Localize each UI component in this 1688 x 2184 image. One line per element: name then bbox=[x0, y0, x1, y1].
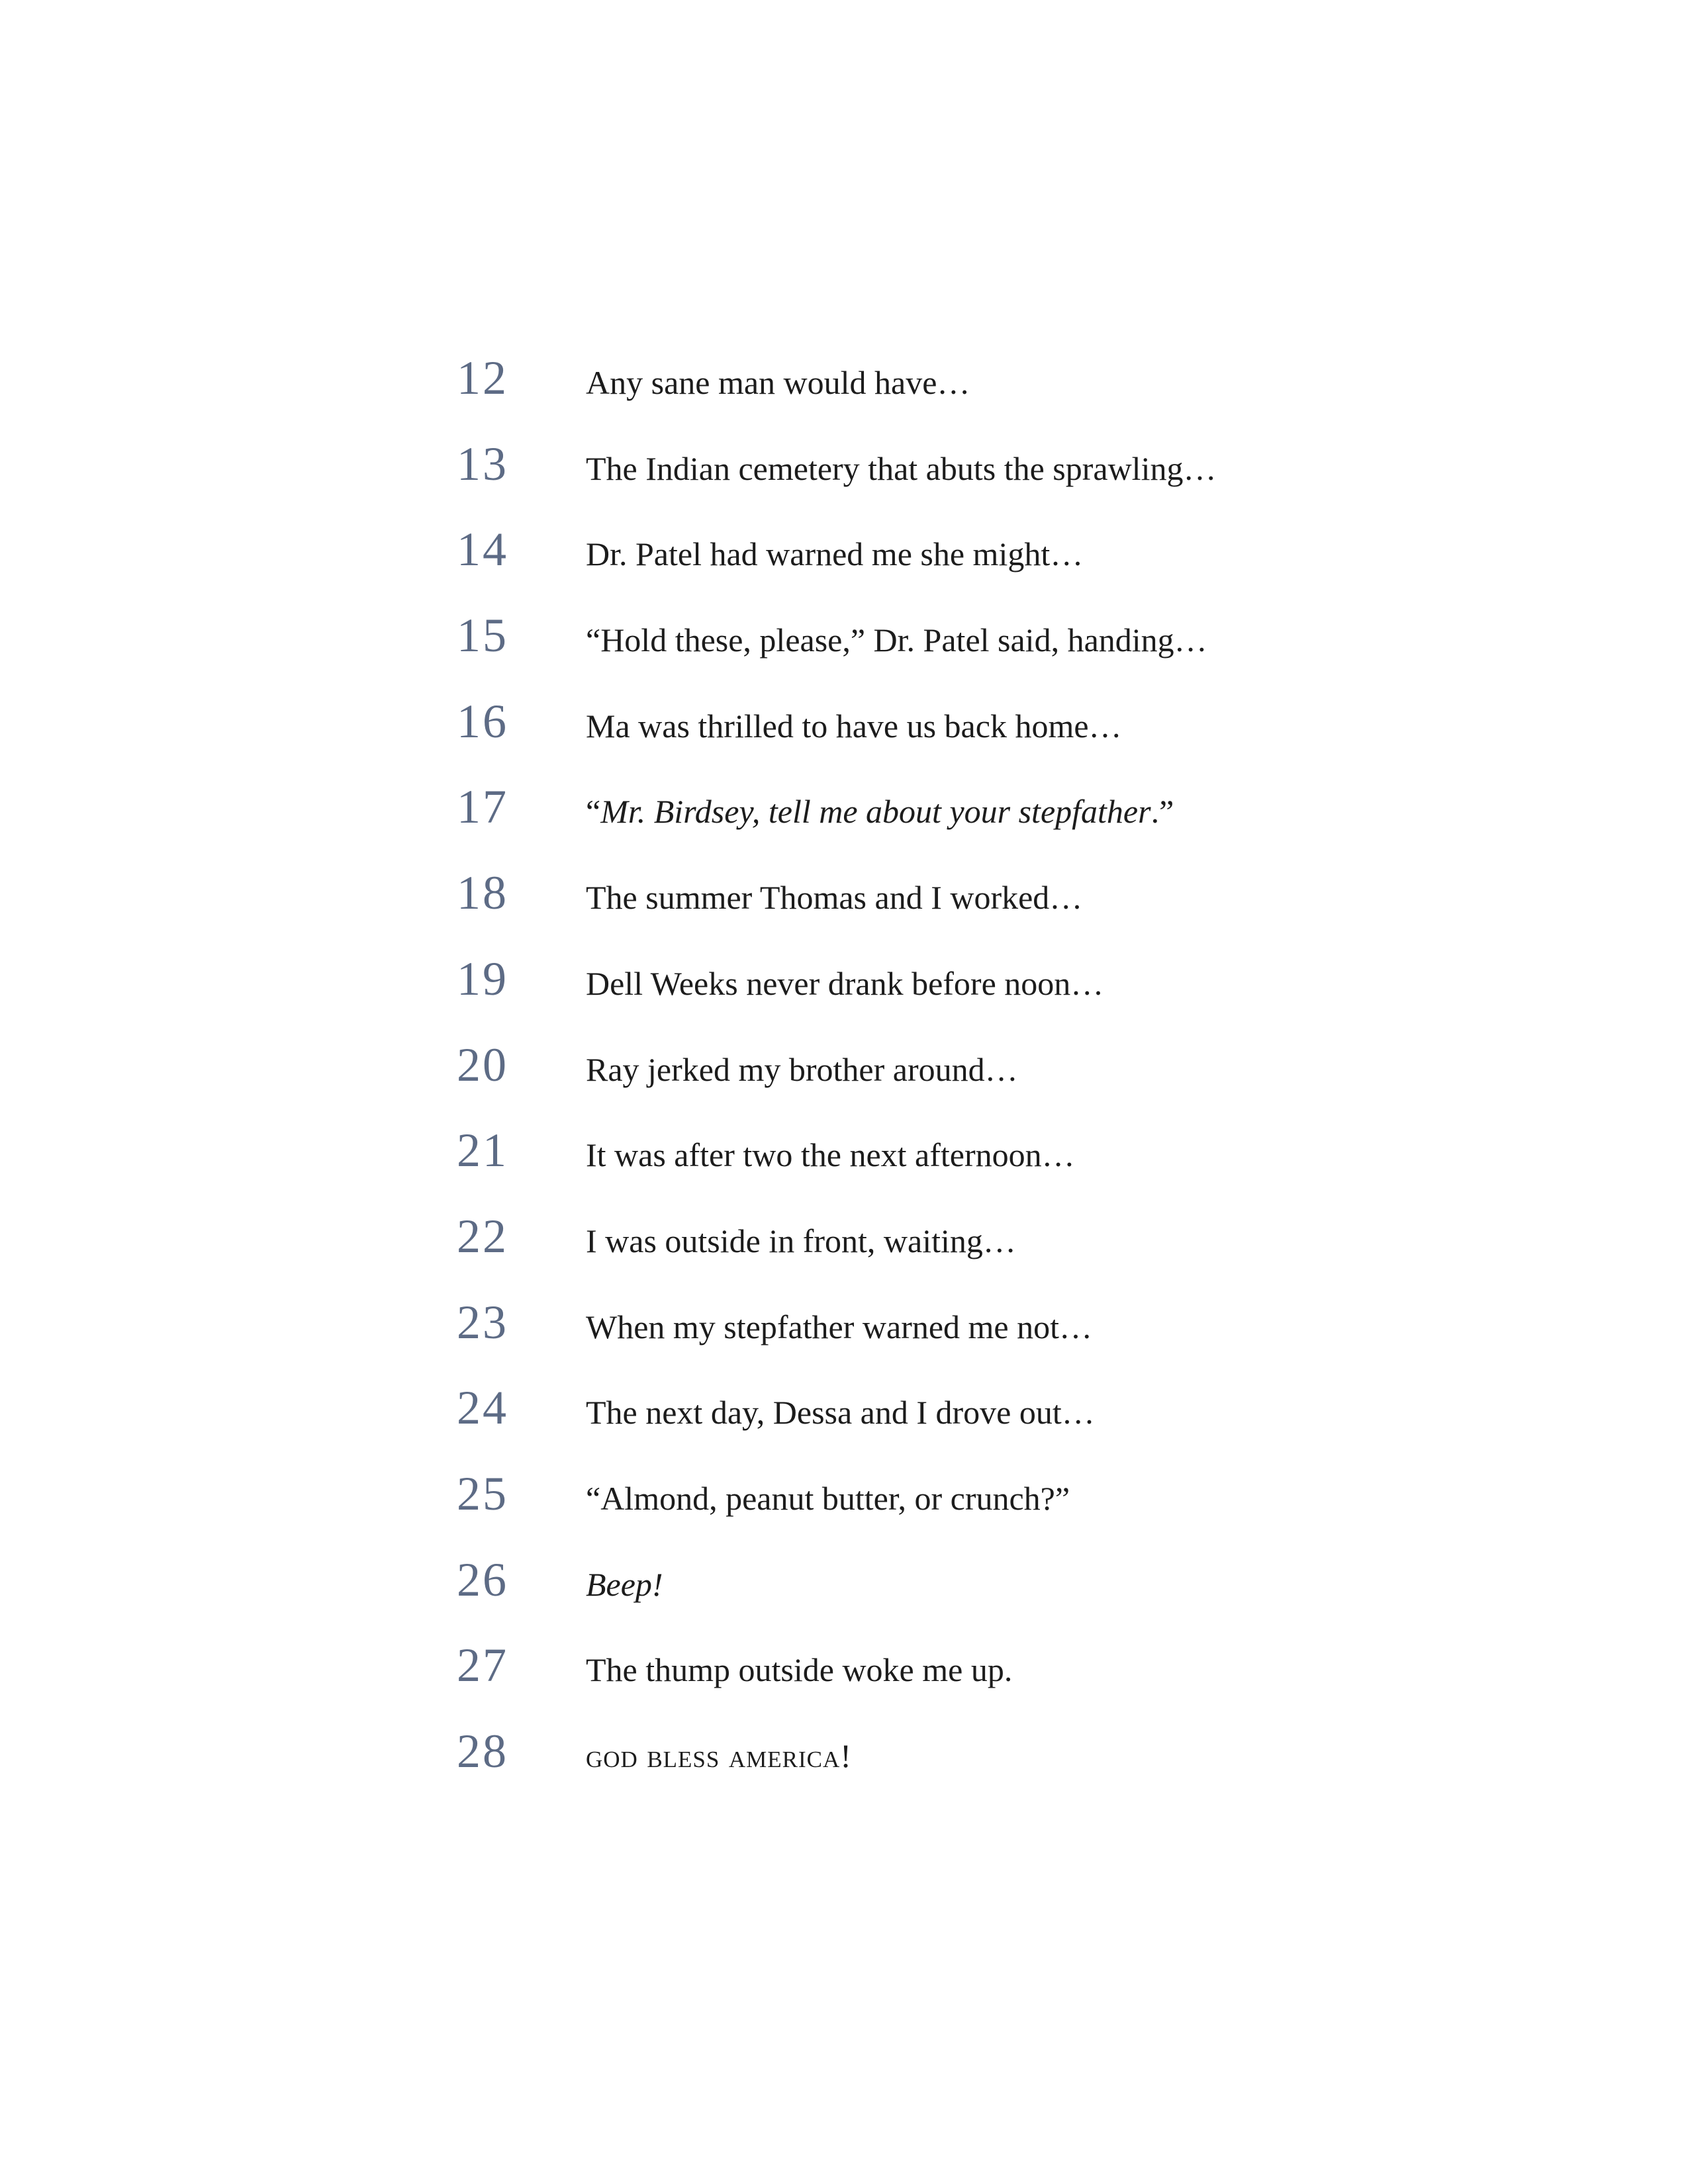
small-caps-text: god bless america bbox=[586, 1737, 841, 1774]
chapter-first-line: Ma was thrilled to have us back home… bbox=[586, 707, 1122, 745]
toc-entry-22[interactable] bbox=[457, 1209, 1450, 1298]
chapter-number: 17 bbox=[457, 780, 508, 834]
chapter-number: 22 bbox=[457, 1209, 508, 1263]
chapter-first-line bbox=[586, 793, 1174, 831]
toc-entry-12[interactable] bbox=[457, 351, 1450, 440]
chapter-first-line: The summer Thomas and I worked… bbox=[586, 879, 1083, 917]
toc-entry-15[interactable] bbox=[457, 609, 1450, 698]
chapter-first-line: When my stepfather warned me not… bbox=[586, 1308, 1093, 1345]
chapter-first-line: Dell Weeks never drank before noon… bbox=[586, 964, 1104, 1002]
toc-entry-21[interactable] bbox=[457, 1126, 1450, 1212]
toc-entry-23[interactable] bbox=[457, 1295, 1450, 1385]
toc-entry-19[interactable] bbox=[457, 952, 1450, 1041]
chapter-number: 20 bbox=[457, 1038, 508, 1091]
chapter-number: 19 bbox=[457, 952, 508, 1005]
chapter-first-line: The Indian cemetery that abuts the sprawling… bbox=[586, 449, 1217, 487]
chapter-number: 28 bbox=[457, 1725, 508, 1778]
toc-entry-26[interactable] bbox=[457, 1553, 1450, 1642]
chapter-first-line: Dr. Patel had warned me she might… bbox=[586, 535, 1084, 573]
toc-entry-27[interactable] bbox=[457, 1641, 1450, 1727]
chapter-number: 13 bbox=[457, 437, 508, 490]
chapter-number: 27 bbox=[457, 1639, 508, 1692]
chapter-number: 12 bbox=[457, 351, 508, 404]
toc-entry-20[interactable] bbox=[457, 1038, 1450, 1127]
toc-entry-17[interactable] bbox=[457, 780, 1450, 869]
chapter-first-line: “Hold these, please,” Dr. Patel said, handing… bbox=[586, 621, 1207, 659]
chapter-number: 25 bbox=[457, 1467, 508, 1520]
chapter-first-line: It was after two the next afternoon… bbox=[586, 1136, 1075, 1174]
chapter-first-line: “Almond, peanut butter, or crunch?” bbox=[586, 1479, 1070, 1517]
chapter-number: 16 bbox=[457, 694, 508, 748]
chapter-number: 15 bbox=[457, 609, 508, 662]
toc-entry-25[interactable] bbox=[457, 1467, 1450, 1556]
chapter-first-line: The next day, Dessa and I drove out… bbox=[586, 1394, 1095, 1432]
italic-quote-text: Mr. Birdsey, tell me about your stepfather bbox=[600, 793, 1151, 831]
toc-entry-24[interactable] bbox=[457, 1381, 1450, 1470]
chapter-first-line: Any sane man would have… bbox=[586, 364, 970, 401]
chapter-first-line: The thump outside woke me up. bbox=[586, 1651, 1013, 1689]
toc-entry-28[interactable] bbox=[457, 1727, 1450, 1813]
chapter-number: 24 bbox=[457, 1381, 508, 1435]
chapter-first-line: I was outside in front, waiting… bbox=[586, 1222, 1016, 1259]
toc-entry-18[interactable] bbox=[457, 866, 1450, 955]
toc-entry-13[interactable] bbox=[457, 437, 1450, 526]
toc-entry-16[interactable] bbox=[457, 694, 1450, 784]
chapter-first-line: Beep! bbox=[586, 1565, 663, 1603]
chapter-first-line: Ray jerked my brother around… bbox=[586, 1050, 1018, 1088]
chapter-first-line bbox=[586, 1739, 851, 1772]
chapter-number: 14 bbox=[457, 523, 508, 576]
open-quote: “ bbox=[586, 793, 601, 831]
chapter-number: 18 bbox=[457, 866, 508, 920]
chapter-number: 26 bbox=[457, 1553, 508, 1606]
toc-entry-14[interactable] bbox=[457, 525, 1450, 612]
exclamation: ! bbox=[840, 1737, 851, 1774]
table-of-contents bbox=[457, 351, 1450, 1813]
chapter-number: 23 bbox=[457, 1295, 508, 1349]
chapter-number: 21 bbox=[457, 1124, 508, 1177]
close-quote: .” bbox=[1150, 793, 1174, 831]
